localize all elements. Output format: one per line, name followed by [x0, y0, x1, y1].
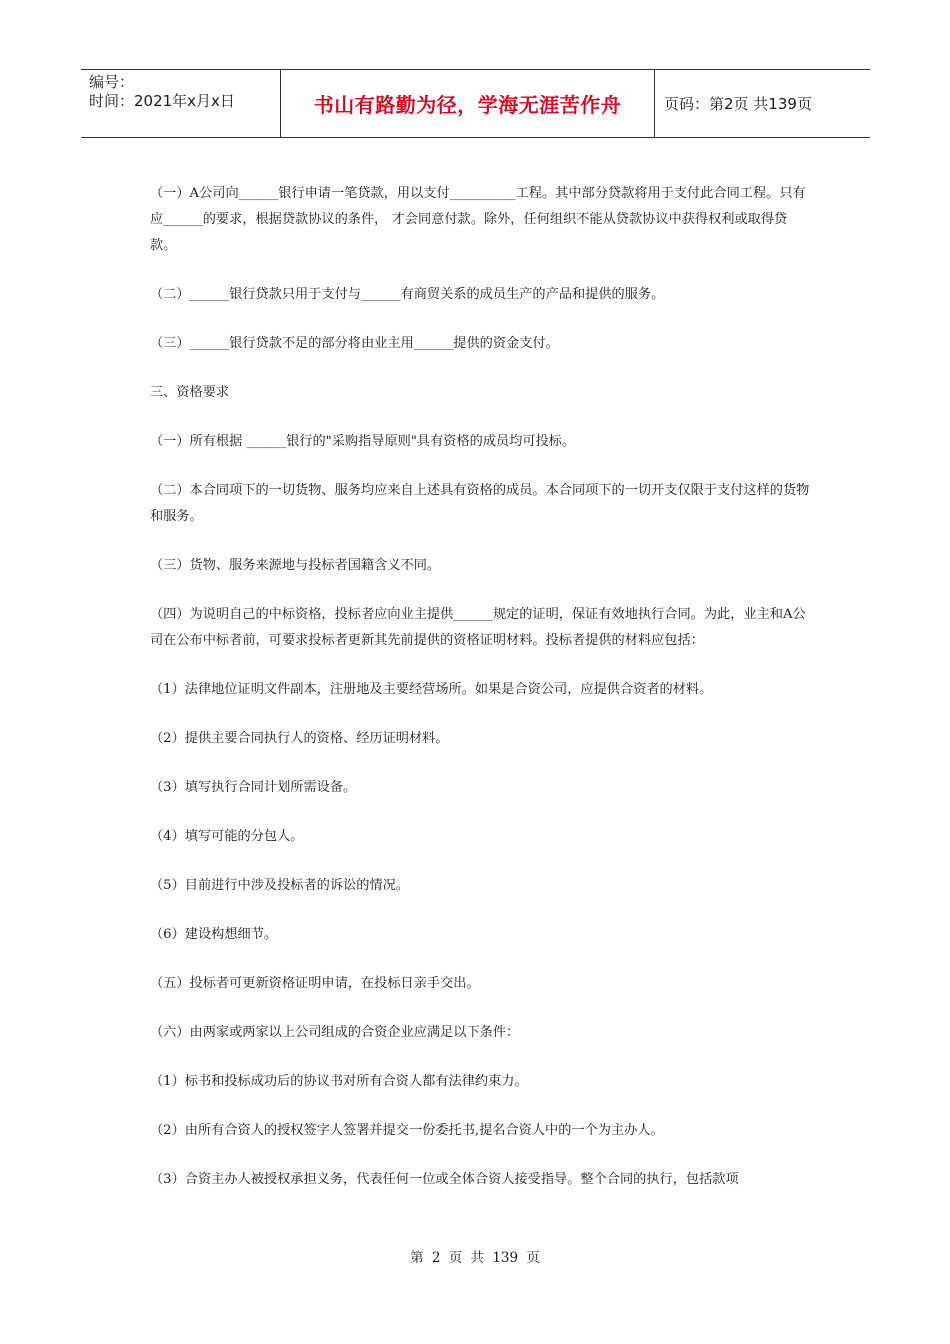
- list-item: （2）提供主要合同执行人的资格、经历证明材料。: [150, 731, 449, 746]
- document-date: 时间：2021年x月x日: [89, 92, 235, 110]
- paragraph: （六）由两家或两家以上公司组成的合资企业应满足以下条件：: [150, 1025, 520, 1040]
- paragraph: （二）本合同项下的一切货物、服务均应来自上述具有资格的成员。本合同项下的一切开支仅限于支付这样的货物和服务。: [150, 483, 810, 524]
- list-item: （1）法律地位证明文件副本，注册地及主要经营场所。如果是合资公司，应提供合资者的材料。: [150, 682, 713, 697]
- paragraph: （四）为说明自己的中标资格，投标者应向业主提供______规定的证明，保证有效地执行合同。为此，业主和A公司在公布中标者前，可要求投标者更新其先前提供的资格证明材料。投标者提供的材料应包括：: [150, 607, 806, 648]
- page-header: [81, 69, 870, 138]
- paragraph: （五）投标者可更新资格证明申请，在投标日亲手交出。: [150, 976, 480, 991]
- list-item: （6）建设构想细节。: [150, 927, 278, 942]
- paragraph: （一）所有根据 ______银行的"采购指导原则"具有资格的成员均可投标。: [150, 434, 576, 449]
- paragraph: （三）货物、服务来源地与投标者国籍含义不同。: [150, 558, 441, 573]
- header-page-code: 页码：第2页 共139页: [664, 95, 812, 113]
- document-body: [150, 181, 810, 1193]
- header-motto: 书山有路勤为径，学海无涯苦作舟: [281, 70, 655, 137]
- header-meta: [81, 70, 281, 137]
- paragraph: （三）______银行贷款不足的部分将由业主用______提供的资金支付。: [150, 336, 559, 351]
- list-item: （4）填写可能的分包人。: [150, 829, 304, 844]
- document-number-label: 编号：: [89, 73, 135, 91]
- list-item: （3）合资主办人被授权承担义务，代表任何一位或全体合资人接受指导。整个合同的执行，包括款项: [150, 1172, 739, 1187]
- list-item: （2）由所有合资人的授权签字人签署并提交一份委托书,提名合资人中的一个为主办人。: [150, 1123, 664, 1138]
- page-footer: 第 2 页 共 139 页: [410, 1250, 540, 1266]
- section-heading: 三、资格要求: [150, 385, 230, 400]
- paragraph: （二）______银行贷款只用于支付与______有商贸关系的成员生产的产品和提供的服务。: [150, 287, 665, 302]
- paragraph: （一）A公司向______银行申请一笔贷款，用以支付__________工程。其中部分贷款将用于支付此合同工程。只有应______的要求，根据贷款协议的条件， 才会同意付款。除外，任何组织不能从贷款协议中获得权利或取得贷款。: [150, 186, 806, 253]
- list-item: （5）目前进行中涉及投标者的诉讼的情况。: [150, 878, 409, 893]
- list-item: （3）填写执行合同计划所需设备。: [150, 780, 357, 795]
- list-item: （1）标书和投标成功后的协议书对所有合资人都有法律约束力。: [150, 1074, 528, 1089]
